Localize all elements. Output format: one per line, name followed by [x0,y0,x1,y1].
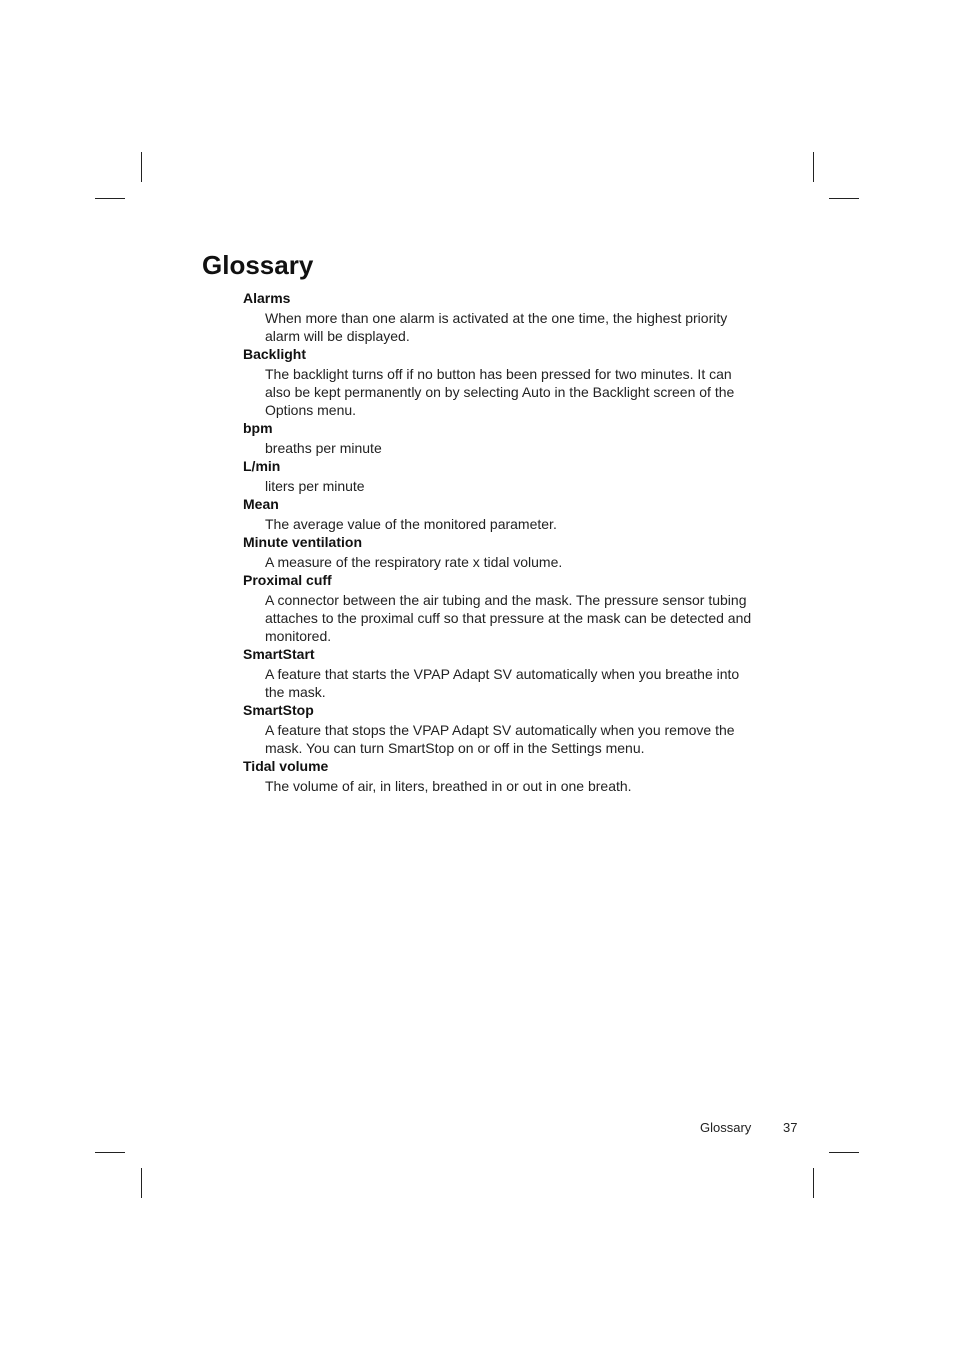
page-title: Glossary [202,250,314,280]
glossary-definition: A feature that starts the VPAP Adapt SV automatically when you breathe into the mask. [265,666,740,700]
crop-mark-bottom-right-horizontal [829,1152,859,1153]
glossary-term: Tidal volume [243,758,329,774]
crop-mark-bottom-left-horizontal [95,1152,125,1153]
glossary-definition: A connector between the air tubing and the mask. The pressure sensor tubing attaches to the proximal cuff so that pressure at the mask can be detected and monitored. [265,592,752,644]
crop-mark-top-left-vertical [141,152,142,182]
crop-mark-top-right-horizontal [829,198,859,199]
glossary-definition: breaths per minute [265,440,382,456]
glossary-term: L/min [243,458,281,474]
glossary-term: Alarms [243,290,291,306]
footer-section-name: Glossary [700,1120,752,1135]
crop-mark-top-left-horizontal [95,198,125,199]
glossary-definition: A feature that stops the VPAP Adapt SV automatically when you remove the mask. You can turn SmartStop on or off in the Settings menu. [265,722,735,756]
glossary-term: Proximal cuff [243,572,332,588]
page-number: 37 [783,1120,798,1135]
glossary-term: SmartStart [243,646,315,662]
glossary-term: SmartStop [243,702,314,718]
glossary-term: Minute ventilation [243,534,362,550]
crop-mark-bottom-left-vertical [141,1168,142,1198]
glossary-definition: The backlight turns off if no button has been pressed for two minutes. It can also be kept permanently on by selecting Auto in the Backlight screen of the Options menu. [265,366,735,418]
glossary-definition: The average value of the monitored parameter. [265,516,557,532]
glossary-definition: liters per minute [265,478,365,494]
glossary-definition: A measure of the respiratory rate x tidal volume. [265,554,563,570]
crop-mark-top-right-vertical [813,152,814,182]
crop-mark-bottom-right-vertical [813,1168,814,1198]
glossary-term: bpm [243,420,273,436]
glossary-list [243,289,753,795]
glossary-definition: When more than one alarm is activated at the one time, the highest priority alarm will be displayed. [265,310,728,344]
glossary-term: Backlight [243,346,307,362]
glossary-definition: The volume of air, in liters, breathed in or out in one breath. [265,778,632,794]
glossary-term: Mean [243,496,279,512]
